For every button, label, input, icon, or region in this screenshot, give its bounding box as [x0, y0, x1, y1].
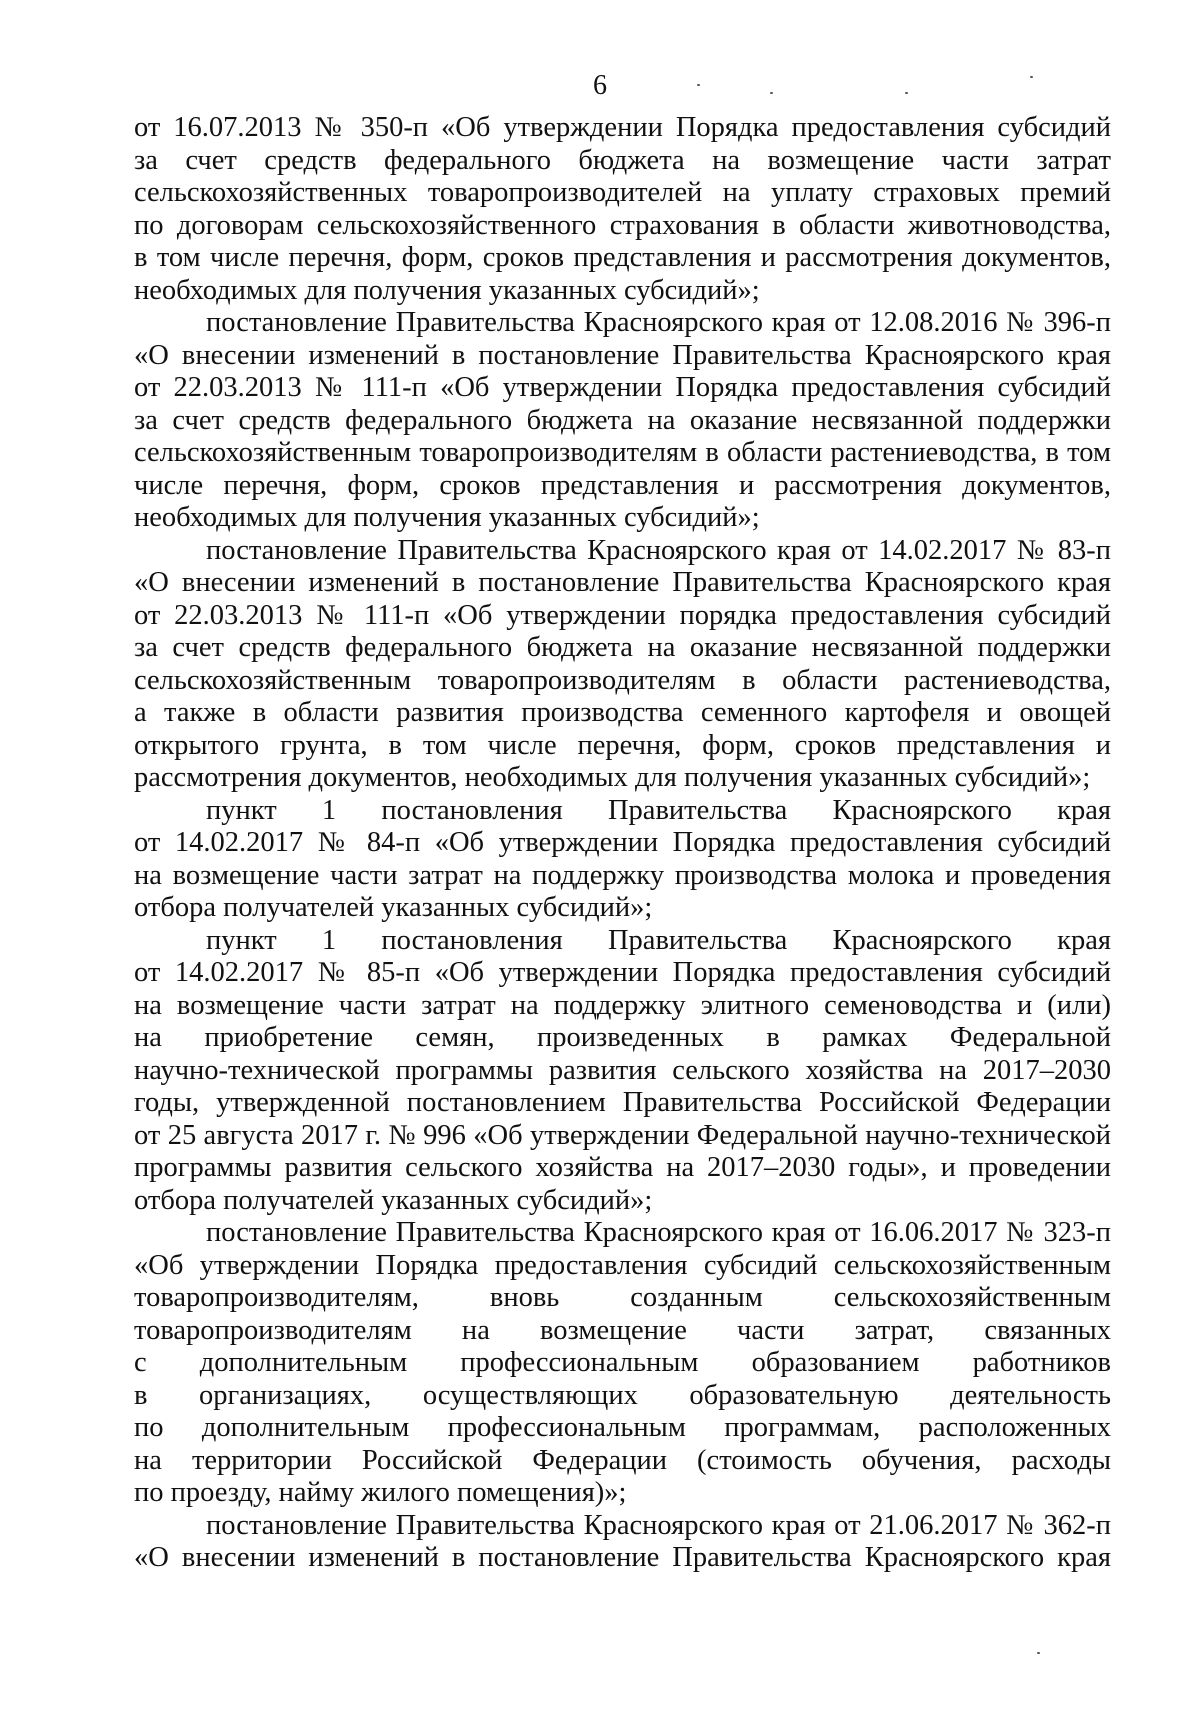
text-line: от 22.03.2013 № 111-п «Об утверждении порядка предоставления субсидий [134, 599, 1111, 631]
text-line: годы, утвержденной постановлением Правительства Российской Федерации [134, 1087, 1111, 1118]
text-line: по дополнительным профессиональным программам, расположенных [134, 1412, 1111, 1443]
scan-speck [1030, 76, 1033, 78]
text-line: за счет средств федерального бюджета на возмещение части затрат [134, 144, 1111, 176]
text-line: от 14.02.2017 № 84-п «Об утверждении Порядка предоставления субсидий [134, 827, 1111, 858]
text-line: а также в области развития производства семенного картофеля и овощей [134, 697, 1111, 728]
document-body [134, 112, 1111, 1575]
text-line: числе перечня, форм, сроков представления и рассмотрения документов, [134, 469, 1111, 501]
text-line: «Об утверждении Порядка предоставления субсидий сельскохозяйственным [134, 1249, 1111, 1281]
text-line: с дополнительным профессиональным образованием работников [134, 1347, 1111, 1378]
text-line: по проезду, найму жилого помещения)»; [134, 1477, 627, 1508]
text-line: на приобретение семян, произведенных в рамках Федеральной [134, 1022, 1111, 1053]
text-line: необходимых для получения указанных субсидий»; [134, 274, 760, 306]
text-line: на возмещение части затрат на поддержку производства молока и проведения [134, 859, 1111, 891]
text-line: программы развития сельского хозяйства на 2017–2030 годы», и проведении [134, 1152, 1111, 1183]
text-line: товаропроизводителям на возмещение части затрат, связанных [134, 1314, 1111, 1346]
text-line: на возмещение части затрат на поддержку элитного семеноводства и (или) [134, 989, 1111, 1021]
text-line: открытого грунта, в том числе перечня, форм, сроков представления и [134, 729, 1111, 761]
text-line: от 22.03.2013 № 111-п «Об утверждении Порядка предоставления субсидий [134, 372, 1111, 403]
paragraph-first-line: постановление Правительства Красноярского края от 12.08.2016 № 396-п [206, 307, 1111, 338]
text-line: по договорам сельскохозяйственного страхования в области животноводства, [134, 209, 1111, 241]
paragraph-first-line: постановление Правительства Красноярского края от 14.02.2017 № 83-п [206, 534, 1111, 566]
paragraph-first-line: постановление Правительства Красноярского края от 16.06.2017 № 323-п [206, 1217, 1111, 1248]
text-line: товаропроизводителям, вновь созданным сельскохозяйственным [134, 1282, 1111, 1313]
scan-speck [697, 84, 700, 86]
text-line: рассмотрения документов, необходимых для получения указанных субсидий»; [134, 762, 1091, 793]
text-line: необходимых для получения указанных субсидий»; [134, 502, 760, 533]
text-line: отбора получателей указанных субсидий»; [134, 1184, 653, 1216]
text-line: в том числе перечня, форм, сроков представления и рассмотрения документов, [134, 242, 1111, 273]
text-line: в организациях, осуществляющих образовательную деятельность [134, 1379, 1111, 1411]
text-line: «О внесении изменений в постановление Правительства Красноярского края [134, 1542, 1111, 1573]
text-line: на территории Российской Федерации (стоимость обучения, расходы [134, 1444, 1111, 1476]
paragraph-first-line: пункт 1 постановления Правительства Красноярского края [206, 794, 1111, 826]
text-line: от 14.02.2017 № 85-п «Об утверждении Порядка предоставления субсидий [134, 957, 1111, 988]
text-line: сельскохозяйственных товаропроизводителей на уплату страховых премий [134, 177, 1111, 208]
scan-speck [770, 92, 773, 94]
text-line: «О внесении изменений в постановление Правительства Красноярского края [134, 567, 1111, 598]
paragraph-first-line: пункт 1 постановления Правительства Красноярского края [206, 924, 1111, 956]
paragraph-first-line: постановление Правительства Красноярского края от 21.06.2017 № 362-п [206, 1509, 1111, 1541]
text-line: научно-технической программы развития сельского хозяйства на 2017–2030 [134, 1054, 1111, 1086]
text-line: от 16.07.2013 № 350-п «Об утверждении Порядка предоставления субсидий [134, 112, 1111, 143]
text-line: за счет средств федерального бюджета на оказание несвязанной поддержки [134, 632, 1111, 663]
scan-speck [1037, 1652, 1040, 1654]
text-line: за счет средств федерального бюджета на оказание несвязанной поддержки [134, 404, 1111, 436]
scan-speck [905, 92, 908, 94]
text-line: отбора получателей указанных субсидий»; [134, 892, 653, 923]
page-number: 6 [593, 70, 607, 101]
text-line: сельскохозяйственным товаропроизводителям в области растениеводства, [134, 664, 1111, 696]
text-line: «О внесении изменений в постановление Правительства Красноярского края [134, 339, 1111, 371]
text-line: сельскохозяйственным товаропроизводителям в области растениеводства, в том [134, 437, 1111, 468]
text-line: от 25 августа 2017 г. № 996 «Об утверждении Федеральной научно-технической [134, 1119, 1111, 1151]
